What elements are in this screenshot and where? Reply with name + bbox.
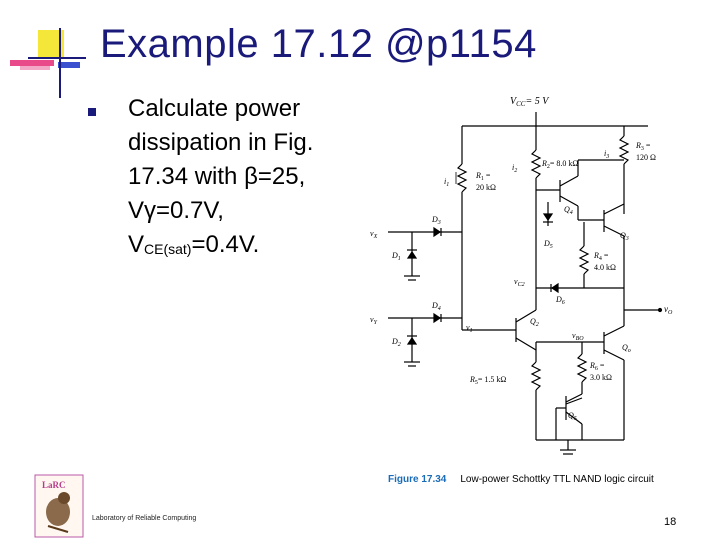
svg-text:R3 =: $R_3$ = bbox=[636, 141, 651, 152]
svg-text:3.0 kΩ: 3.0 kΩ bbox=[590, 373, 612, 382]
svg-text:v1: $v_1$ bbox=[466, 323, 473, 334]
svg-text:Q2: $Q_2$ bbox=[530, 317, 539, 328]
svg-text:R2= 8.0 kΩ: $R_2= 8.0$ kΩ bbox=[542, 159, 579, 170]
figure-caption-label: Figure 17.34 bbox=[388, 474, 447, 485]
svg-text:20 kΩ: 20 kΩ bbox=[476, 183, 496, 192]
svg-text:i1: $i_1$ bbox=[444, 177, 450, 188]
svg-text:vY: $v_Y$ bbox=[370, 315, 377, 326]
svg-text:D3: $D_3$ bbox=[432, 215, 441, 226]
svg-text:i2: $i_2$ bbox=[512, 163, 518, 174]
svg-text:R4 =: $R_4$ = bbox=[594, 251, 609, 262]
svg-text:D5: $D_5$ bbox=[544, 239, 553, 250]
svg-text:4.0 kΩ: 4.0 kΩ bbox=[594, 263, 616, 272]
svg-text:vX: $v_X$ bbox=[370, 229, 378, 240]
svg-text:Q4: $Q_4$ bbox=[564, 205, 573, 216]
svg-text:vBO: $v_{BO}$ bbox=[572, 331, 584, 342]
svg-text:vC2: $v_{C2}$ bbox=[514, 277, 525, 288]
svg-text:D6: $D_6$ bbox=[556, 295, 565, 306]
bullet-line-1: Calculate power bbox=[128, 95, 301, 122]
vcc-label: $V_{CC}= 5$ V bbox=[510, 96, 549, 108]
slide-title: Example 17.12 @p1154 bbox=[100, 22, 537, 66]
svg-text:R5= 1.5 kΩ: $R_5= 1.5$ kΩ bbox=[470, 375, 507, 386]
bullet-line-5: $V_{CE(sat)}=0.4V$. bbox=[128, 231, 260, 258]
bullet-line-2: dissipation in Fig. bbox=[128, 129, 314, 156]
bullet-line-3: 17.34 with β=25, bbox=[128, 163, 306, 190]
svg-text:Q3: $Q_3$ bbox=[620, 231, 629, 242]
page-number: 18 bbox=[664, 516, 677, 528]
svg-text:R1 =: $R_1$ = bbox=[476, 171, 491, 182]
svg-text:vO: $v_O$ bbox=[664, 304, 673, 316]
lab-name: Laboratory of Reliable Computing bbox=[92, 515, 197, 522]
svg-text:i3: $i_3$ bbox=[604, 149, 610, 160]
svg-text:D1: $D_1$ bbox=[392, 251, 401, 262]
figure-caption-text: Low-power Schottky TTL NAND logic circuit bbox=[460, 474, 654, 485]
bullet-line-4: Vγ=0.7V, bbox=[128, 197, 224, 224]
svg-text:120 Ω: 120 Ω bbox=[636, 153, 656, 162]
svg-text:D2: $D_2$ bbox=[392, 337, 401, 348]
svg-text:D4: $D_4$ bbox=[432, 301, 441, 312]
figure-caption bbox=[388, 474, 654, 485]
lab-logo bbox=[34, 474, 84, 538]
svg-text:LaRC: LaRC bbox=[42, 480, 66, 490]
svg-text:R6 =: $R_6$ = bbox=[590, 361, 605, 372]
svg-text:Q5: $Q_5$ bbox=[568, 411, 577, 422]
svg-text:Qo: $Q_o$ bbox=[622, 343, 631, 354]
